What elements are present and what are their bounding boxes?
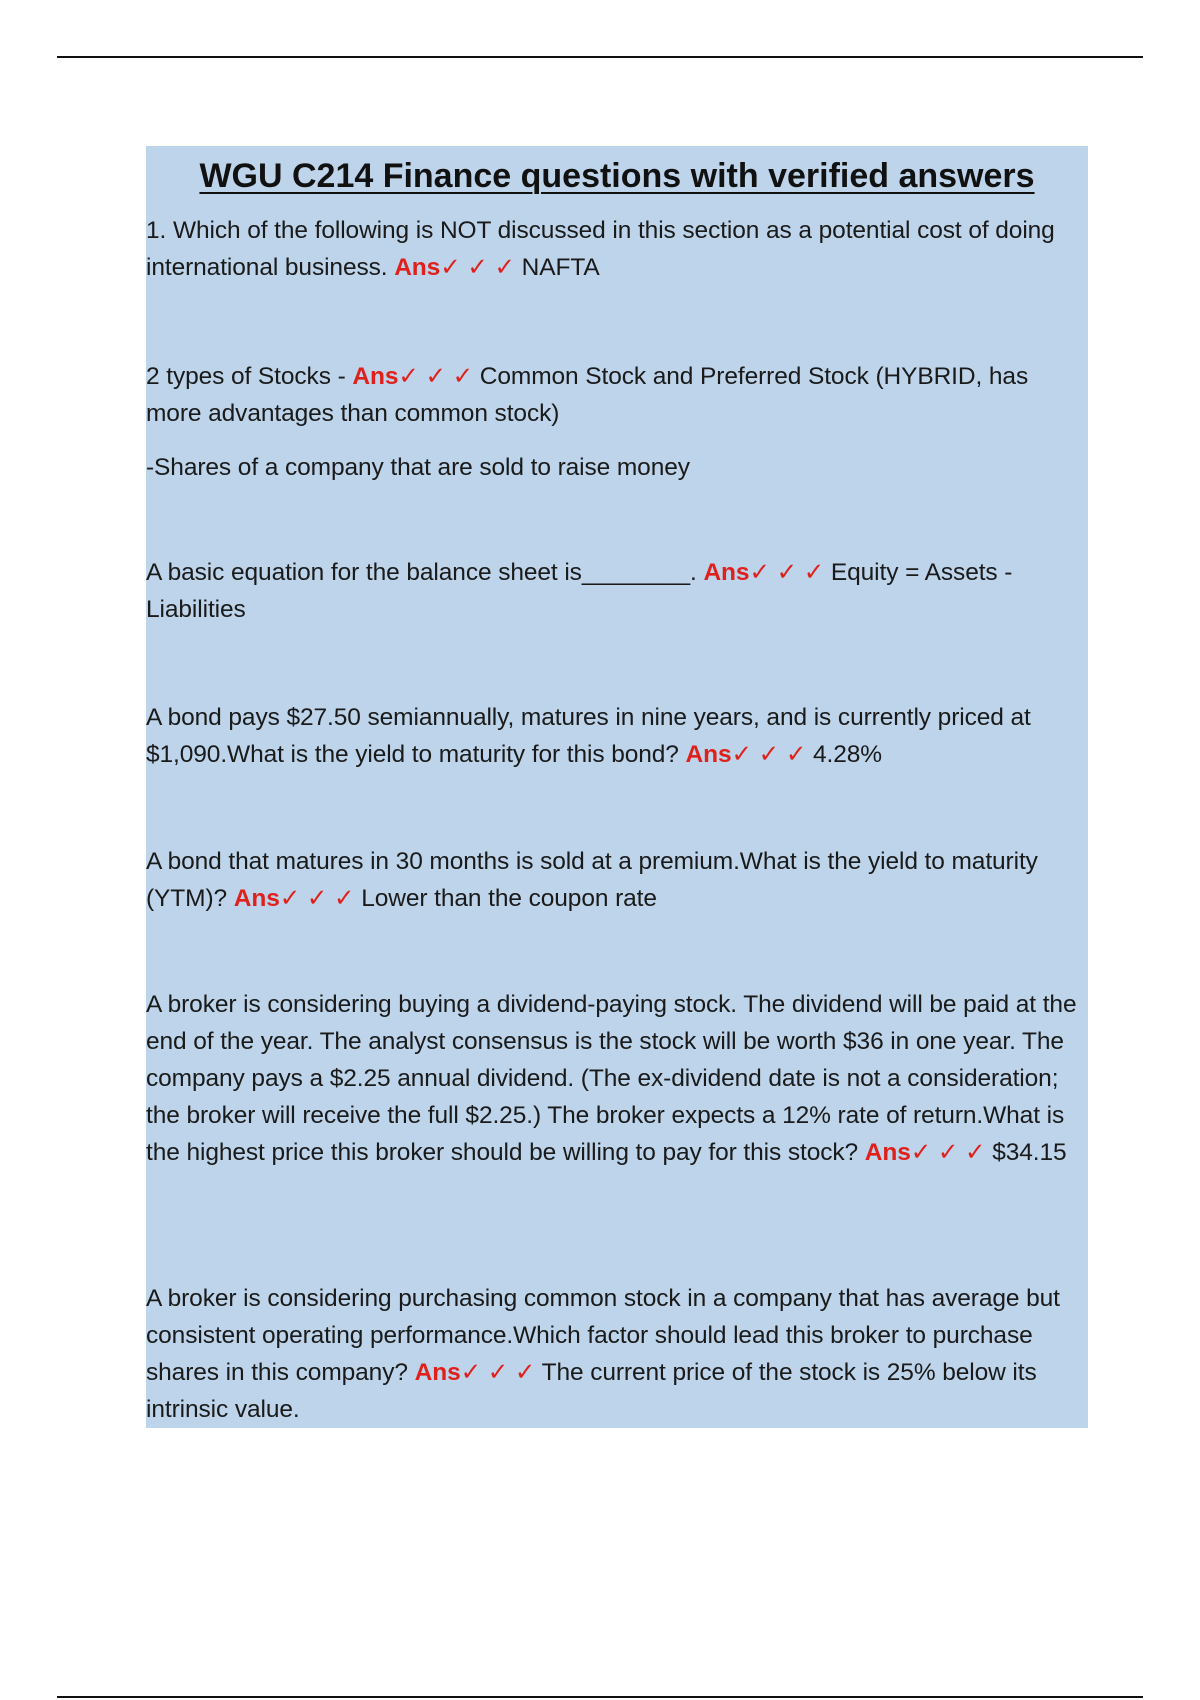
answer-text: $34.15: [992, 1139, 1067, 1166]
answer-text: The current price of the stock is 25% below its intrinsic value.: [146, 1359, 1037, 1423]
qa-item-6: [146, 986, 1088, 1171]
qa-item-1: [146, 212, 1088, 286]
qa-item-3: [146, 554, 1088, 628]
ans-label: Ans: [394, 254, 441, 281]
top-divider: [57, 56, 1143, 58]
answer-text: Common Stock and Preferred Stock (HYBRID, has more advantages than common stock): [146, 363, 1029, 427]
document-panel: [146, 146, 1088, 1428]
bottom-divider: [57, 1696, 1143, 1698]
ans-label: Ans: [703, 559, 750, 586]
check-marks-icon: ✓ ✓ ✓: [279, 885, 355, 912]
answer-text: 4.28%: [812, 741, 882, 768]
qa-item-5: [146, 843, 1088, 917]
qa-item-7: [146, 1280, 1088, 1428]
qa-item-2: [146, 358, 1088, 432]
check-marks-icon: ✓ ✓ ✓: [731, 741, 807, 768]
check-marks-icon: ✓ ✓ ✓: [440, 254, 515, 281]
document-title: WGU C214 Finance questions with verified answers: [199, 157, 1035, 195]
check-marks-icon: ✓ ✓ ✓: [460, 1359, 536, 1386]
ans-label: Ans: [414, 1359, 461, 1386]
question-text: A bond that matures in 30 months is sold at a premium.What is the yield to maturity (YTM)?: [146, 848, 1038, 912]
note-text: -Shares of a company that are sold to raise money: [146, 454, 690, 481]
ans-label: Ans: [685, 741, 732, 768]
question-text: A bond pays $27.50 semiannually, matures in nine years, and is currently priced at $1,090.What is the yield to maturity for this bond?: [146, 704, 1031, 768]
question-text: A broker is considering purchasing common stock in a company that has average but consistent operating performance.Which factor should lead this broker to purchase shares in this company?: [146, 1285, 1060, 1386]
answer-text: NAFTA: [521, 254, 600, 281]
ans-label: Ans: [864, 1139, 911, 1166]
ans-label: Ans: [233, 885, 280, 912]
ans-label: Ans: [352, 363, 399, 390]
check-marks-icon: ✓ ✓ ✓: [749, 559, 825, 586]
answer-text: Lower than the coupon rate: [361, 885, 657, 912]
qa-item-4: [146, 699, 1088, 773]
check-marks-icon: ✓ ✓ ✓: [398, 363, 474, 390]
check-marks-icon: ✓ ✓ ✓: [910, 1139, 986, 1166]
answer-text: Equity = Assets - Liabilities: [146, 559, 1013, 623]
question-text: A basic equation for the balance sheet is________.: [146, 559, 697, 586]
question-text: A broker is considering buying a dividend-paying stock. The dividend will be paid at the end of the year. The analyst consensus is the stock will be worth $36 in one year. The company pays a $2.25 annual dividend. (The ex-dividend date is not a consideration; the broker will receive the full $2.25.) The broker expects a 12% rate of return.What is the highest price this broker should be willing to pay for this stock?: [146, 991, 1077, 1166]
qa-item-2-note: [146, 449, 1088, 486]
question-text: 2 types of Stocks -: [146, 363, 346, 390]
question-text: 1. Which of the following is NOT discussed in this section as a potential cost of doing international business.: [146, 217, 1055, 281]
